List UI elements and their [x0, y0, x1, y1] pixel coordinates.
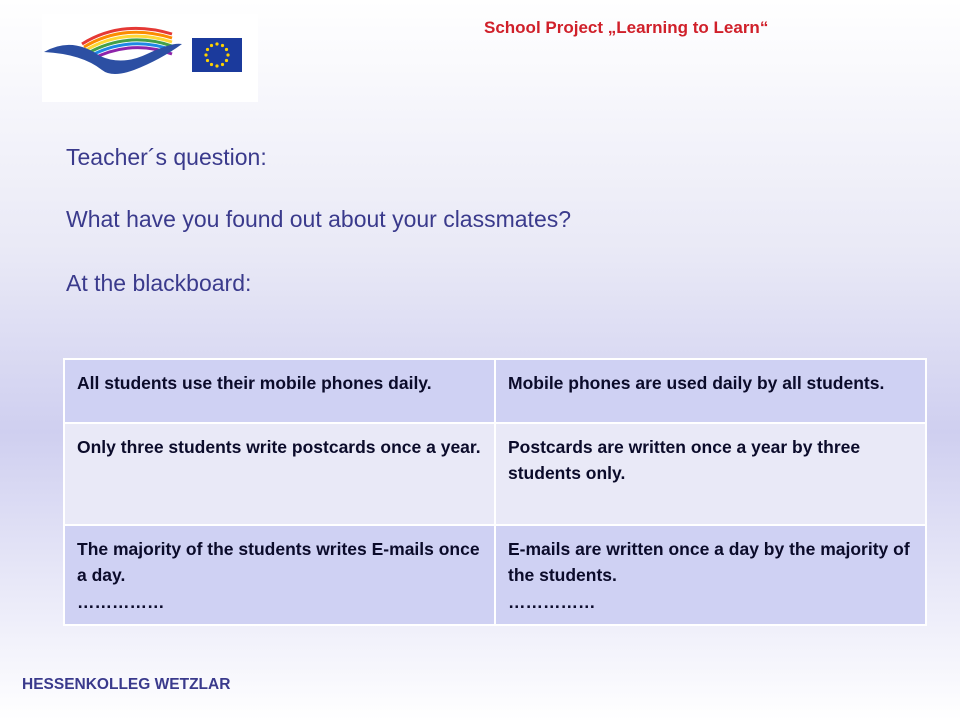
active-sentence: Only three students write postcards once a year. [77, 437, 481, 457]
active-sentence: The majority of the students writes E-mails once a day. [77, 539, 480, 586]
table-row [64, 359, 926, 423]
table-row [64, 525, 926, 625]
passive-sentence: E-mails are written once a day by the majority of the students. [508, 539, 910, 586]
project-title: School Project „Learning to Learn“ [484, 18, 769, 37]
ellipsis-placeholder: …………… [77, 591, 165, 612]
active-sentence-cell [64, 423, 495, 525]
passive-sentence: Mobile phones are used daily by all students. [508, 373, 885, 393]
passive-sentence-cell [495, 359, 926, 423]
blackboard-table [63, 358, 927, 626]
school-name-footer: HESSENKOLLEG WETZLAR [22, 676, 231, 693]
active-sentence-cell [64, 525, 495, 625]
passive-sentence: Postcards are written once a year by three students only. [508, 437, 861, 484]
ellipsis-placeholder: …………… [508, 591, 596, 612]
passive-sentence-cell [495, 423, 926, 525]
active-sentence-cell [64, 359, 495, 423]
active-sentence: All students use their mobile phones daily. [77, 373, 432, 393]
eu-flag-icon [192, 38, 242, 72]
logo-area [42, 14, 258, 102]
passive-sentence-cell [495, 525, 926, 625]
teacher-question-label: Teacher´s question: [66, 144, 267, 170]
table-row [64, 423, 926, 525]
blackboard-label: At the blackboard: [66, 270, 252, 296]
teacher-question-text: What have you found out about your classmates? [66, 206, 572, 232]
